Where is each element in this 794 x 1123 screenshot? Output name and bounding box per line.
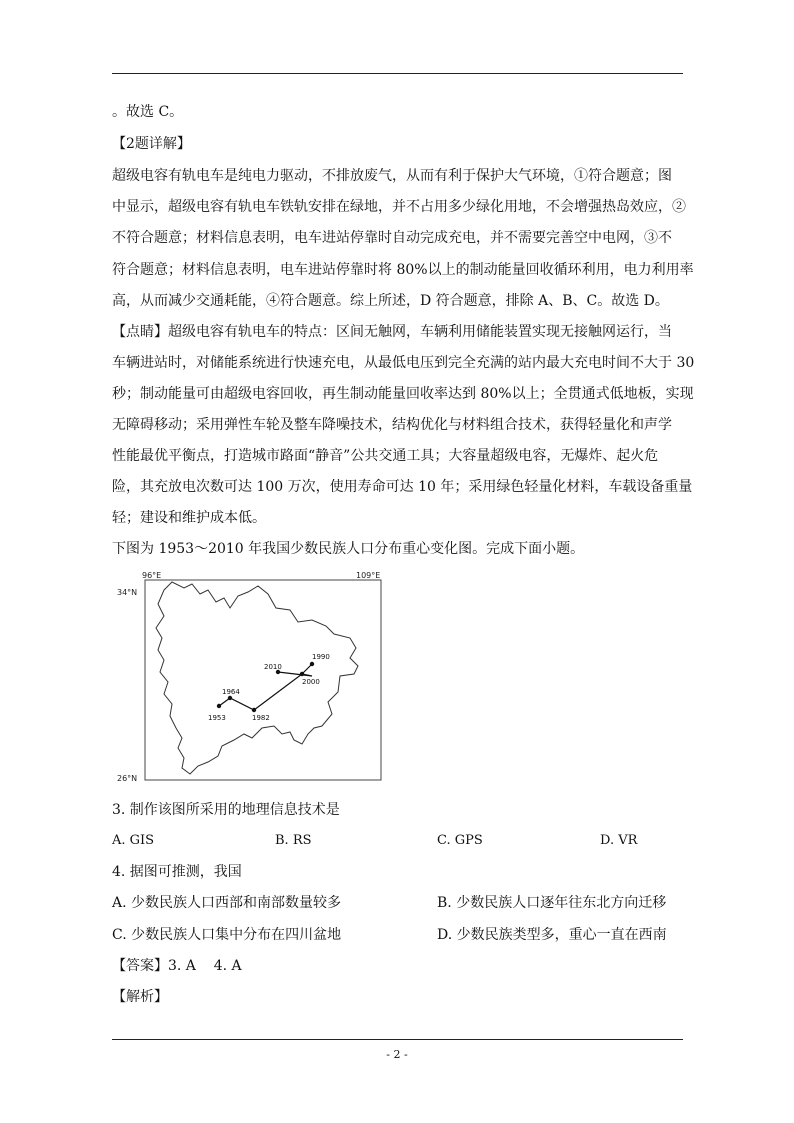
label-1990: 1990: [312, 653, 330, 661]
text-line: 性能最优平衡点，打造城市路面“静音”公共交通工具；大容量超级电容，无爆炸、起火危: [112, 448, 659, 464]
footer-rule: [112, 1039, 683, 1040]
text-line: 【点睛】超级电容有轨电车的特点：区间无触网，车辆利用储能装置实现无接触网运行，当: [112, 324, 672, 340]
q4-option-a: A. 少数民族人口西部和南部数量较多: [112, 895, 342, 911]
answer-line: 【答案】3. A 4. A: [112, 958, 242, 974]
lon-label-left: 96°E: [142, 571, 162, 580]
header-rule: [112, 73, 683, 74]
label-2000: 2000: [302, 678, 320, 686]
sichuan-outline: [156, 582, 358, 774]
question-4-stem: 4. 据图可推测，我国: [112, 864, 242, 880]
text-line: 中显示，超级电容有轨电车铁轨安排在绿地，并不占用多少绿化用地，不会增强热岛效应，②: [112, 199, 686, 215]
q4-option-c: C. 少数民族人口集中分布在四川盆地: [112, 927, 342, 943]
text-line: 高，从而减少交通耗能，④符合题意。综上所述，D 符合题意，排除 A、B、C。故选 D。: [112, 293, 669, 309]
label-1982: 1982: [252, 714, 270, 722]
lat-label-top: 34°N: [117, 588, 138, 597]
population-centroid-map: [112, 568, 384, 786]
text-line: 轻；建设和维护成本低。: [112, 510, 266, 526]
q3-option-c: C. GPS: [437, 833, 483, 848]
text-line: 下图为 1953～2010 年我国少数民族人口分布重心变化图。完成下面小题。: [112, 541, 585, 557]
text-line: 不符合题意；材料信息表明，电车进站停靠时自动完成充电，并不需要完善空中电网，③不: [112, 230, 672, 246]
label-2010: 2010: [264, 663, 282, 671]
text-line: 险，其充放电次数可达 100 万次，使用寿命可达 10 年；采用绿色轻量化材料，车载设备重量: [112, 479, 693, 495]
q3-option-d: D. VR: [600, 833, 638, 848]
question-3-stem: 3. 制作该图所采用的地理信息技术是: [112, 802, 340, 818]
point-1953: [217, 704, 221, 708]
point-1982: [252, 708, 256, 712]
text-line: 无障碍移动；采用弹性车轮及整车降噪技术，结构优化与材料组合技术，获得轻量化和声学: [112, 417, 672, 433]
text-line: 超级电容有轨电车是纯电力驱动，不排放废气，从而有利于保护大气环境，①符合题意；图: [112, 168, 672, 184]
section-heading: 【2题详解】: [112, 136, 191, 152]
segment-2000-1990: [302, 664, 312, 674]
q4-option-b: B. 少数民族人口逐年往东北方向迁移: [437, 895, 667, 911]
point-1964: [228, 696, 232, 700]
q3-option-a: A. GIS: [112, 833, 155, 848]
text-line: 符合题意；材料信息表明，电车进站停靠时将 80%以上的制动能量回收循环利用，电力利用率: [112, 262, 694, 278]
analysis-heading: 【解析】: [112, 989, 168, 1005]
page-number: - 2 -: [386, 1048, 408, 1061]
text-line: 秒；制动能量可由超级电容回收，再生制动能量回收率达到 80%以上；全贯通式低地板，实现: [112, 386, 694, 402]
q4-option-d: D. 少数民族类型多，重心一直在西南: [437, 927, 667, 943]
text-line: 。故选 C。: [112, 104, 184, 120]
lon-label-right: 109°E: [356, 571, 381, 580]
label-1953: 1953: [208, 714, 226, 722]
label-1964: 1964: [222, 688, 240, 696]
q3-option-b: B. RS: [275, 833, 312, 848]
text-line: 车辆进站时，对储能系统进行快速充电，从最低电压到完全充满的站内最大充电时间不大于 30: [112, 355, 695, 371]
lat-label-bottom: 26°N: [117, 774, 138, 783]
